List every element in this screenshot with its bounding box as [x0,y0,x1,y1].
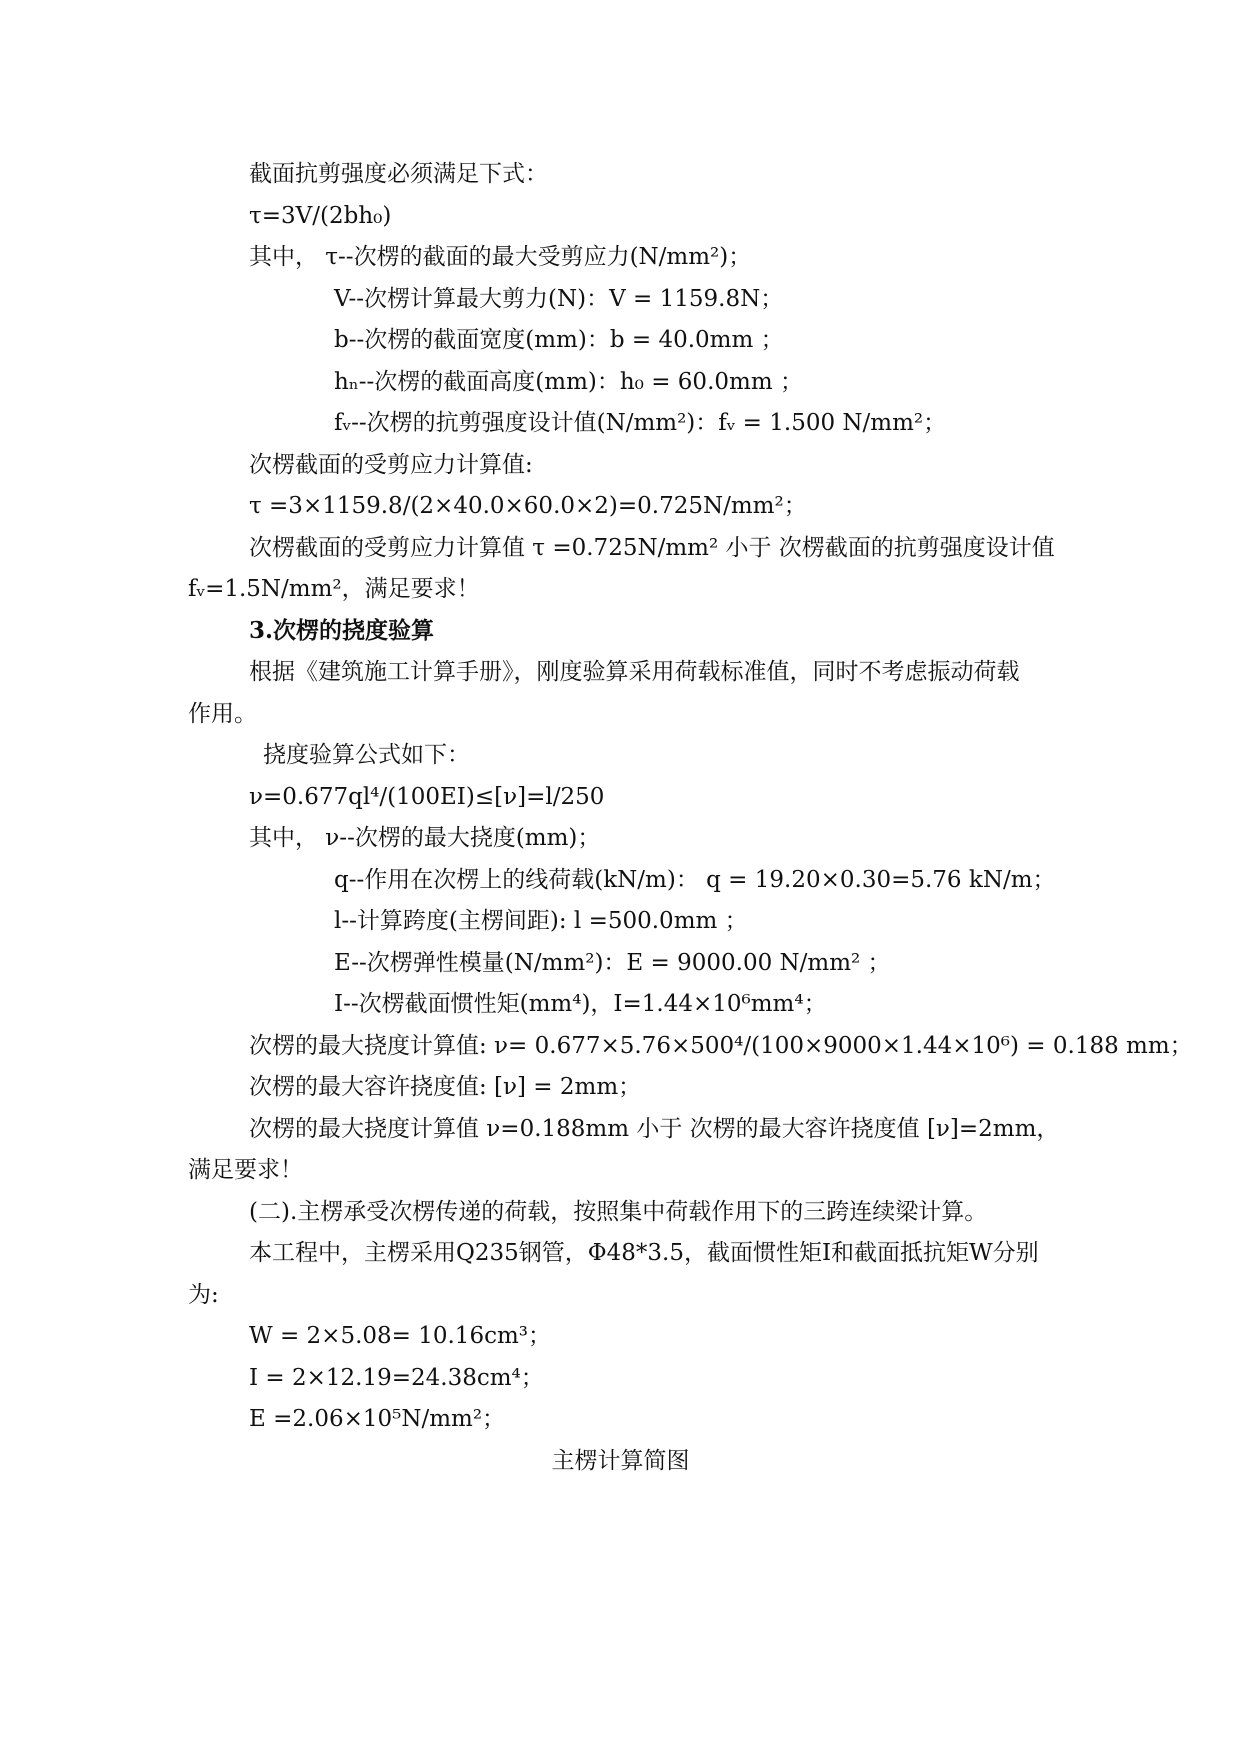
text-line: 次楞截面的受剪应力计算值 τ =0.725N/mm² 小于 次楞截面的抗剪强度设计值 [249,535,1055,561]
text-line: E--次楞弹性模量(N/mm²)：E = 9000.00 N/mm² ； [334,950,891,976]
formula-line: ν=0.677ql⁴/(100EI)≤[ν]=l/250 [249,784,605,810]
text-line: 次楞的最大挠度计算值 ν=0.188mm 小于 次楞的最大容许挠度值 [ν]=2mm， [249,1116,1060,1142]
text-line: 挠度验算公式如下： [263,742,470,768]
text-line: (二).主楞承受次楞传递的荷载，按照集中荷载作用下的三跨连续梁计算。 [249,1199,988,1225]
text-line: V--次楞计算最大剪力(N)：V = 1159.8N； [334,286,784,312]
text-line: 根据《建筑施工计算手册》，刚度验算采用荷载标准值，同时不考虑振动荷载 [249,659,1020,685]
text-line: 本工程中，主楞采用Q235钢管，Φ48*3.5，截面惯性矩I和截面抵抗矩W分别 [249,1240,1039,1266]
text-line: fᵥ--次楞的抗剪强度设计值(N/mm²)：fᵥ = 1.500 N/mm²； [334,410,947,436]
text-line: l--计算跨度(主楞间距): l =500.0mm ； [334,908,748,934]
formula-line: I = 2×12.19=24.38cm⁴； [249,1365,544,1391]
text-line: fᵥ=1.5N/mm²，满足要求！ [188,576,480,602]
text-line: 截面抗剪强度必须满足下式： [249,161,548,187]
text-line: hₙ--次楞的截面高度(mm)：h₀ = 60.0mm ； [334,369,803,395]
text-line: I--次楞截面惯性矩(mm⁴)，I=1.44×10⁶mm⁴； [334,991,827,1017]
text-line: 其中， ν--次楞的最大挠度(mm)； [249,825,601,851]
section-heading: 3.次楞的挠度验算 [249,617,435,644]
text-line: 满足要求！ [188,1157,303,1183]
text-line: 次楞的最大挠度计算值: ν= 0.677×5.76×500⁴/(100×9000×1.44×10⁶) = 0.188 mm； [249,1033,1193,1059]
text-line: 其中， τ--次楞的截面的最大受剪应力(N/mm²)； [249,244,752,270]
figure-caption: 主楞计算简图 [551,1448,690,1474]
formula-line: W = 2×5.08= 10.16cm³； [249,1323,551,1349]
formula-line: E =2.06×10⁵N/mm²； [249,1406,506,1432]
text-line: b--次楞的截面宽度(mm)：b = 40.0mm ； [334,327,784,353]
text-line: 次楞截面的受剪应力计算值: [249,452,533,478]
formula-line: τ=3V/(2bh₀) [249,203,392,229]
text-line: 次楞的最大容许挠度值: [ν] = 2mm； [249,1074,642,1100]
formula-line: τ =3×1159.8/(2×40.0×60.0×2)=0.725N/mm²； [249,493,807,519]
text-line: 作用。 [188,701,257,727]
text-line: 为: [188,1282,219,1308]
text-line: q--作用在次楞上的线荷载(kN/m)： q = 19.20×0.30=5.76 kN/m； [334,867,1056,893]
